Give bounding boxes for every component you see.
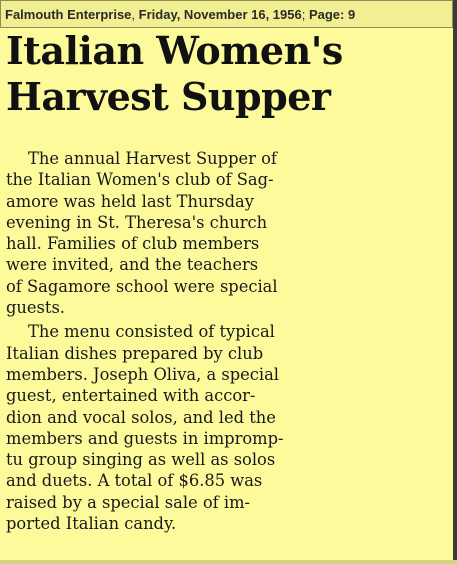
- page-number: Page: 9: [308, 6, 356, 22]
- text-line: were invited, and the teachers: [6, 255, 259, 275]
- header-separator: ,: [131, 6, 139, 22]
- newspaper-name: Falmouth Enterprise: [5, 6, 132, 22]
- header-separator: ;: [301, 6, 309, 22]
- text-line: Italian dishes prepared by club: [6, 343, 264, 363]
- text-line: and duets. A total of $6.85 was: [6, 471, 263, 491]
- text-line: raised by a special sale of im-: [6, 492, 251, 512]
- bottom-edge-border: [0, 560, 457, 564]
- text-line: amore was held last Thursday: [6, 191, 254, 211]
- right-edge-border: [453, 0, 457, 564]
- headline-line: Harvest Supper: [6, 74, 331, 119]
- text-line: the Italian Women's club of Sag-: [6, 170, 274, 190]
- text-line: hall. Families of club members: [6, 234, 260, 254]
- text-line: guest, entertained with accor-: [6, 386, 256, 406]
- text-line: The menu consisted of typical: [28, 322, 275, 342]
- publication-date: Friday, November 16, 1956: [138, 6, 302, 22]
- text-line: of Sagamore school were special: [6, 276, 278, 296]
- article-paragraph: [6, 148, 356, 318]
- text-line: guests.: [6, 298, 65, 318]
- text-line: The annual Harvest Supper of: [28, 149, 277, 168]
- text-line: ported Italian candy.: [6, 514, 177, 534]
- headline-line: Italian Women's: [6, 28, 343, 73]
- text-line: dion and vocal solos, and led the: [6, 407, 276, 427]
- text-line: evening in St. Theresa's church: [6, 212, 268, 232]
- text-line: members. Joseph Oliva, a special: [6, 364, 280, 384]
- article-paragraph: [6, 321, 356, 534]
- clipping-header: [0, 0, 453, 28]
- text-line: members and guests in impromp-: [6, 428, 284, 448]
- text-line: tu group singing as well as solos: [6, 450, 276, 470]
- article-body: [6, 148, 356, 537]
- article-headline: [6, 28, 343, 120]
